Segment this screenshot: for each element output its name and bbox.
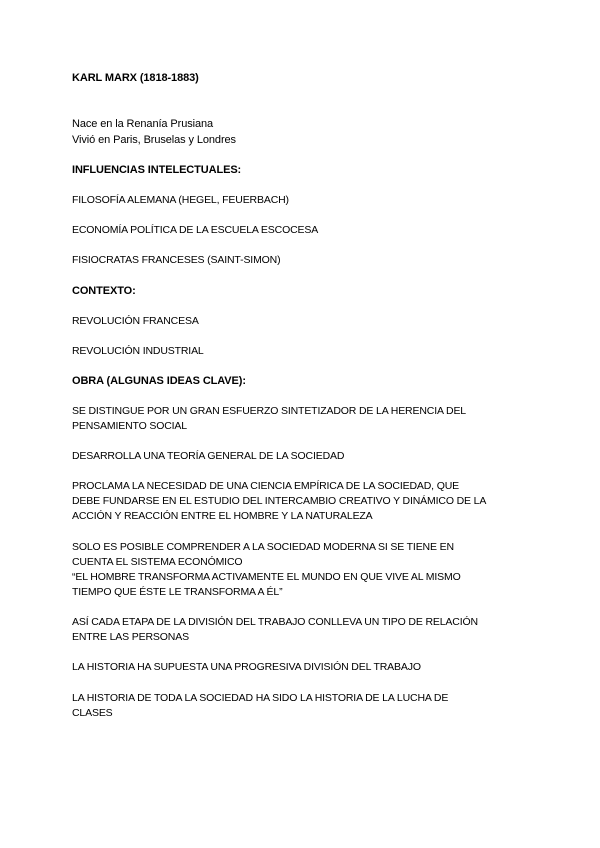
work-paragraph-line: LA HISTORIA DE TODA LA SOCIEDAD HA SIDO LA HISTORIA DE LA LUCHA DE	[72, 692, 449, 704]
work-quote-line: TIEMPO QUE ÉSTE LE TRANSFORMA A ÉL”	[72, 586, 283, 598]
document-title: KARL MARX (1818-1883)	[72, 72, 199, 84]
work-paragraph-line: ENTRE LAS PERSONAS	[72, 631, 189, 643]
work-paragraph-line: CLASES	[72, 707, 113, 719]
work-quote-line: “EL HOMBRE TRANSFORMA ACTIVAMENTE EL MUNDO EN QUE VIVE AL MISMO	[72, 571, 461, 583]
work-paragraph-line: ASÍ CADA ETAPA DE LA DIVISIÓN DEL TRABAJO CONLLEVA UN TIPO DE RELACIÓN	[72, 616, 478, 628]
bio-line-birth: Nace en la Renanía Prusiana	[72, 118, 214, 130]
context-heading: CONTEXTO:	[72, 285, 136, 297]
work-paragraph-line: PROCLAMA LA NECESIDAD DE UNA CIENCIA EMPÍRICA DE LA SOCIEDAD, QUE	[72, 480, 460, 492]
work-paragraph-line: SOLO ES POSIBLE COMPRENDER A LA SOCIEDAD MODERNA SI SE TIENE EN	[72, 541, 454, 553]
work-paragraph-line: DESARROLLA UNA TEORÍA GENERAL DE LA SOCIEDAD	[72, 450, 345, 462]
context-item: REVOLUCIÓN INDUSTRIAL	[72, 345, 204, 357]
influences-heading: INFLUENCIAS INTELECTUALES:	[72, 164, 242, 176]
work-paragraph-line: CUENTA EL SISTEMA ECONÓMICO	[72, 556, 243, 568]
influence-item: FISIOCRATAS FRANCESES (SAINT-SIMON)	[72, 254, 281, 266]
context-item: REVOLUCIÓN FRANCESA	[72, 315, 199, 327]
work-paragraph-line: SE DISTINGUE POR UN GRAN ESFUERZO SINTETIZADOR DE LA HERENCIA DEL	[72, 405, 466, 417]
bio-line-residence: Vivió en Paris, Bruselas y Londres	[72, 134, 236, 146]
influence-item: ECONOMÍA POLÍTICA DE LA ESCUELA ESCOCESA	[72, 224, 319, 236]
work-paragraph-line: DEBE FUNDARSE EN EL ESTUDIO DEL INTERCAMBIO CREATIVO Y DINÁMICO DE LA	[72, 495, 487, 507]
work-heading: OBRA (ALGUNAS IDEAS CLAVE):	[72, 375, 246, 387]
influence-item: FILOSOFÍA ALEMANA (HEGEL, FEUERBACH)	[72, 194, 289, 206]
work-paragraph-line: PENSAMIENTO SOCIAL	[72, 420, 187, 432]
work-paragraph-line: LA HISTORIA HA SUPUESTA UNA PROGRESIVA DIVISIÓN DEL TRABAJO	[72, 661, 421, 673]
work-paragraph-line: ACCIÓN Y REACCIÓN ENTRE EL HOMBRE Y LA NATURALEZA	[72, 510, 373, 522]
